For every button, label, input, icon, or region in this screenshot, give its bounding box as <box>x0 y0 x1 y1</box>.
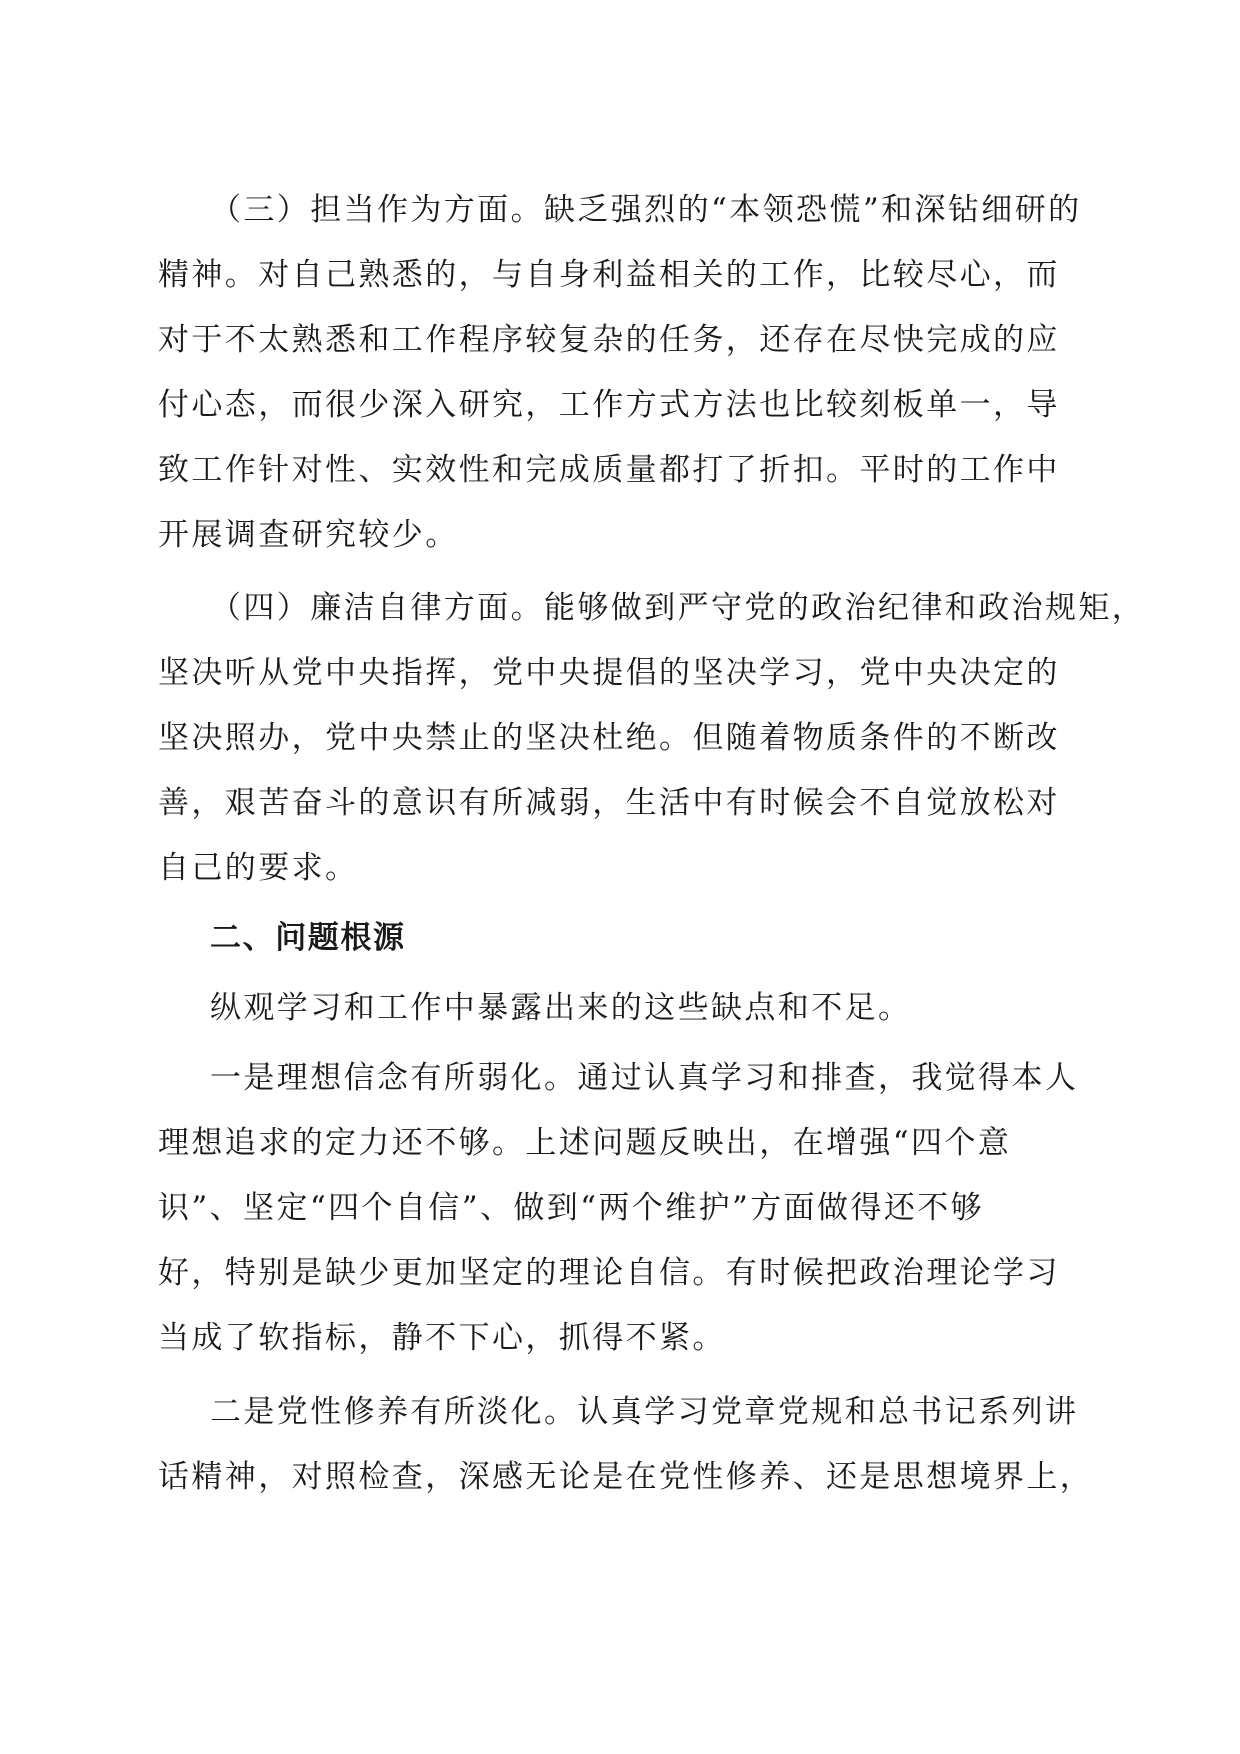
paragraph-3-line-6: 开展调查研究较少。 <box>158 517 459 553</box>
paragraph-4-line-1: （四）廉洁自律方面。能够做到严守党的政治纪律和政治规矩， <box>210 590 1146 626</box>
root-cause-1-line-1: 一是理想信念有所弱化。通过认真学习和排查，我觉得本人 <box>210 1060 1079 1096</box>
root-cause-1-line-3: 识”、坚定“四个自信”、做到“两个维护”方面做得还不够 <box>158 1190 985 1226</box>
paragraph-4-line-5: 自己的要求。 <box>158 850 359 886</box>
paragraph-3-line-3: 对于不太熟悉和工作程序较复杂的任务，还存在尽快完成的应 <box>158 322 1060 358</box>
section-heading: 二、问题根源 <box>210 920 406 956</box>
paragraph-4-line-3: 坚决照办，党中央禁止的坚决杜绝。但随着物质条件的不断改 <box>158 720 1060 756</box>
root-cause-1-line-5: 当成了软指标，静不下心，抓得不紧。 <box>158 1320 726 1356</box>
paragraph-3-line-2: 精神。对自己熟悉的，与自身利益相关的工作，比较尽心，而 <box>158 257 1060 293</box>
paragraph-3-line-1: （三）担当作为方面。缺乏强烈的“本领恐慌”和深钻细研的 <box>210 192 1082 228</box>
intro-line: 纵观学习和工作中暴露出来的这些缺点和不足。 <box>210 990 912 1026</box>
paragraph-3-line-5: 致工作针对性、实效性和完成质量都打了折扣。平时的工作中 <box>158 452 1060 488</box>
root-cause-1-line-2: 理想追求的定力还不够。上述问题反映出，在增强“四个意 <box>158 1125 1012 1161</box>
root-cause-1-line-4: 好，特别是缺少更加坚定的理论自信。有时候把政治理论学习 <box>158 1255 1060 1291</box>
root-cause-2-line-2: 话精神，对照检查，深感无论是在党性修养、还是思想境界上， <box>158 1459 1094 1495</box>
root-cause-2-line-1: 二是党性修养有所淡化。认真学习党章党规和总书记系列讲 <box>210 1394 1079 1430</box>
paragraph-4-line-2: 坚决听从党中央指挥，党中央提倡的坚决学习，党中央决定的 <box>158 655 1060 691</box>
paragraph-4-line-4: 善，艰苦奋斗的意识有所减弱，生活中有时候会不自觉放松对 <box>158 785 1060 821</box>
paragraph-3-line-4: 付心态，而很少深入研究，工作方式方法也比较刻板单一，导 <box>158 387 1060 423</box>
